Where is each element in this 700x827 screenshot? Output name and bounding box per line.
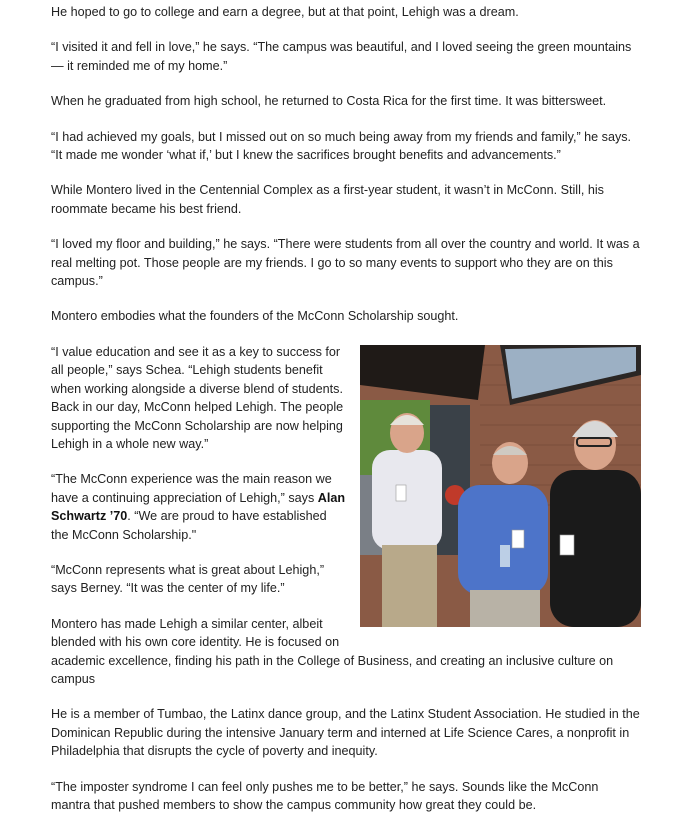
paragraph: “I visited it and fell in love,” he says. “The campus was beautiful, and I loved seeing the green mountains — it reminded me of my home.” <box>51 40 632 73</box>
paragraph: “I value education and see it as a key to success for all people,” says Schea. “Lehigh students benefit when working alongside a diverse blend of students. Back in our day, McConn helped Lehigh. The people supporting the McConn Scholarship are now helping Lehigh in a whole new way.” <box>51 344 344 451</box>
paragraph: When he graduated from high school, he returned to Costa Rica for the first time. It was bittersweet. <box>51 94 607 109</box>
paragraph: He hoped to go to college and earn a degree, but at that point, Lehigh was a dream. <box>51 5 519 19</box>
paragraph: “I loved my floor and building,” he says. “There were students from all over the country and world. It was a real melting pot. Those people are my friends. I go to so many events to support who they are on this campus.” <box>51 237 640 289</box>
paragraph: Montero has made Lehigh a similar center, albeit blended with his own core identity. He is focused on academic excellence, finding his path in the College of Business, and creating an inclusive culture on campus <box>51 616 614 686</box>
quote-text: . “We are proud to have established the McConn Scholarship." <box>51 509 327 542</box>
three-men-photo <box>360 345 641 627</box>
paragraph: Montero embodies what the founders of the McConn Scholarship sought. <box>51 309 459 324</box>
paragraph: “McConn represents what is great about Lehigh,” says Berney. “It was the center of my life.” <box>51 562 325 596</box>
paragraph: “I had achieved my goals, but I missed out on so much being away from my friends and family,” he says. “It made me wonder ‘what if,’ but I knew the sacrifices brought benefits and advancements.” <box>51 129 632 163</box>
article-body <box>51 0 641 814</box>
quote-text: “The McConn experience was the main reason we have a continuing appreciation of Lehigh,” says <box>51 472 332 505</box>
paragraph: While Montero lived in the Centennial Complex as a first-year student, it wasn’t in McConn. Still, his roommate became his best friend. <box>51 183 604 216</box>
donor-name: Alan Schwartz ’70 <box>51 490 346 524</box>
paragraph: He is a member of Tumbao, the Latinx dance group, and the Latinx Student Association. He studied in the Dominican Republic during the intensive January term and interned at Life Science Cares, a nonprofit in Philadelphia that disrupts the cycle of poverty and inequity. <box>51 707 640 759</box>
paragraph: “The imposter syndrome I can feel only pushes me to be better,” he says. Sounds like the McConn mantra that pushed members to show the campus community how great they could be. <box>51 779 599 812</box>
